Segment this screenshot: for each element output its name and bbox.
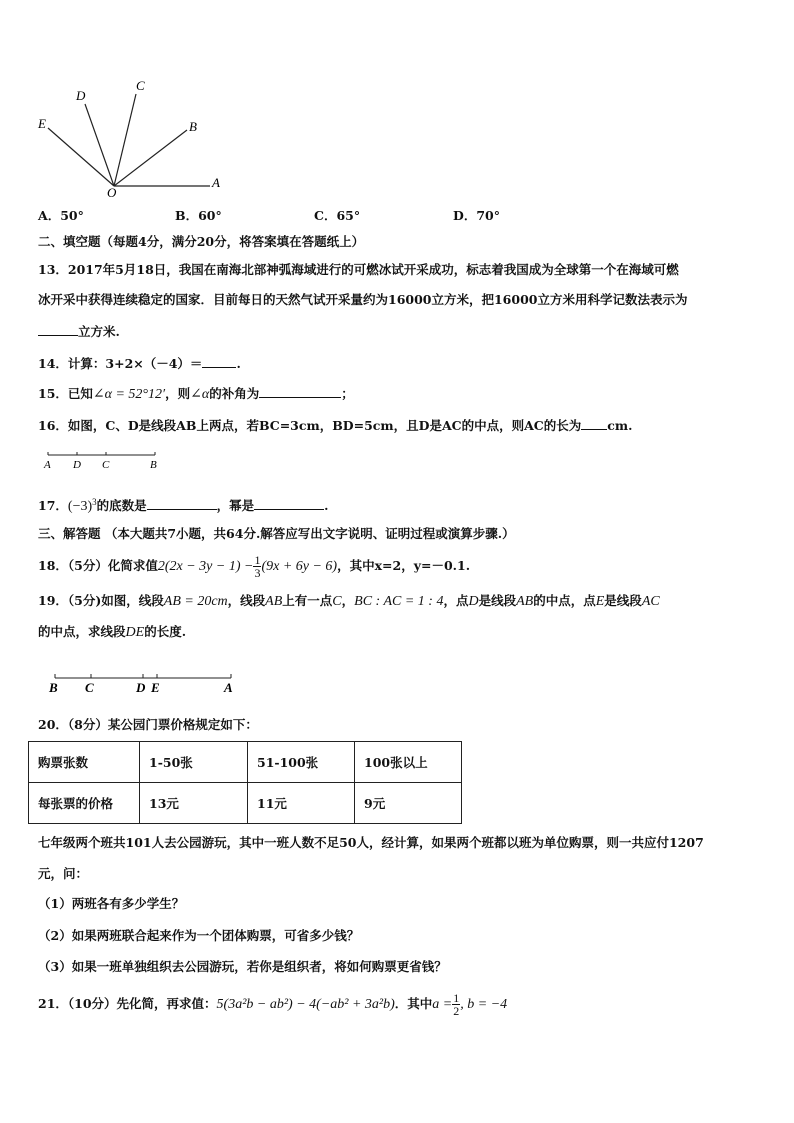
q13-line2: 冰开采中获得连续稳定的国家．目前每日的天然气试开采量约为16000立方米，把16000立方米用科学记数法表示为 [38, 292, 688, 307]
answer-blank [147, 497, 217, 510]
table-cell: 每张票的价格 [29, 783, 140, 824]
q17-text2: ，幂是 [216, 498, 255, 514]
q15-suffix: 的补角为 [209, 386, 260, 401]
answer-blank [202, 355, 236, 368]
q15-angle: ∠α = 52°12′ [92, 387, 166, 402]
q15-end: ； [341, 386, 354, 401]
q19-text: 是线段 [604, 593, 642, 608]
choice-a: A．50° [38, 208, 84, 223]
label-D: D [136, 680, 146, 695]
q21 [38, 992, 507, 1017]
q21-expr: 5(3a²b − ab²) − 4(−ab² + 3a²b) [216, 997, 395, 1012]
q19-text: ， [341, 593, 355, 608]
label-A: A [212, 175, 220, 190]
q14-end: . [236, 356, 241, 371]
q19-math: AB [265, 594, 283, 609]
q19-line1 [38, 593, 660, 610]
choice-c: C．65° [314, 208, 361, 223]
section-fill-in-heading: 二、填空题（每题4分，满分20分，将答案填在答题纸上） [38, 234, 365, 249]
frac-denominator: 2 [453, 1004, 460, 1018]
q15-mid: ，则 [165, 386, 191, 401]
q20-body-line2: 元，问： [38, 866, 89, 881]
table-cell: 9元 [355, 783, 462, 824]
q20-title: 20．（8分）某公园门票价格规定如下： [38, 717, 258, 732]
q13-line3 [38, 323, 120, 340]
q17-end: . [324, 498, 329, 514]
q19-text: 是线段 [478, 593, 517, 608]
q19-text: 的中点，点 [533, 593, 596, 608]
q17-exponent: 3 [92, 497, 97, 507]
q19-math: AC [641, 594, 660, 609]
label-O: O [107, 185, 117, 198]
q19-text: 的中点，求线段 [38, 624, 126, 639]
q21-mid: ．其中 [394, 996, 433, 1011]
label-E: E [38, 116, 46, 131]
q19-text: 上有一点 [282, 593, 333, 608]
q19-text: ，线段 [227, 593, 266, 608]
q20-body-line1: 七年级两个班共101人去公园游玩，其中一班人数不足50人，经计算，如果两个班都以班为单位购票，则一共应付1207 [38, 835, 704, 850]
label-C: C [102, 459, 110, 471]
q20-sub1: （1）两班各有多少学生？ [38, 896, 185, 911]
q18 [38, 554, 470, 579]
q17-text1: 的底数是 [96, 498, 147, 514]
frac-numerator: 1 [254, 553, 261, 567]
q21-a-eq: a = [432, 997, 453, 1012]
label-B: B [49, 680, 58, 695]
q20-sub3: （3）如果一班单独组织去公园游玩，若你是组织者，将如何购票更省钱？ [38, 959, 447, 974]
q19-text: ，点 [443, 593, 469, 608]
q14 [38, 355, 241, 372]
q19-line2 [38, 624, 186, 641]
choice-b: B．60° [175, 208, 222, 223]
q18-expr2: (9x + 6y − 6) [261, 559, 338, 574]
table-cell: 100张以上 [355, 742, 462, 783]
q17: 17．$(-3)^3$的底数是 ，幂是 . [38, 497, 329, 515]
q21-b-eq: , b = −4 [460, 997, 508, 1012]
q19-math: BC : AC = 1 : 4 [354, 594, 444, 609]
frac-denominator: 3 [254, 566, 261, 580]
label-C: C [136, 78, 145, 93]
q13-line1: 13．2017年5月18日，我国在南海北部神弧海域进行的可燃冰试开采成功，标志着我国成为全球第一个在海域可燃 [38, 262, 679, 277]
q20-sub2: （2）如果两班联合起来作为一个团体购票，可省多少钱？ [38, 928, 360, 943]
label-A: A [44, 459, 51, 471]
label-B: B [150, 459, 157, 471]
label-B: B [189, 119, 197, 134]
section-answer-heading: 三、解答题 （本大题共7小题，共64分.解答应写出文字说明、证明过程或演算步骤.） [38, 526, 515, 541]
angle-figure [30, 76, 230, 198]
table-cell: 11元 [248, 783, 355, 824]
q15 [38, 385, 354, 403]
label-D: D [73, 459, 81, 471]
q19-math: AB = 20cm [163, 594, 228, 609]
q18-condition: ，其中x=2，y=－0.1. [337, 558, 471, 573]
q19-math: DE [125, 625, 145, 640]
q21-text: 21．（10分）先化简，再求值： [38, 996, 217, 1011]
q13-unit: 立方米. [78, 324, 120, 339]
label-E: E [151, 680, 160, 695]
q19-math: C [332, 594, 342, 609]
q18-text: 18．（5分）化简求值 [38, 558, 158, 573]
q16-segment-figure [40, 448, 170, 472]
table-cell: 1-50张 [140, 742, 248, 783]
q15-text: 15．已知 [38, 386, 93, 401]
answer-blank [259, 385, 341, 398]
q16 [38, 417, 632, 434]
choice-d: D．70° [453, 208, 500, 223]
q18-expr1: 2(2x − 3y − 1) − [157, 559, 254, 574]
q19-math: AB [516, 594, 534, 609]
label-A: A [224, 680, 233, 695]
q19-math: D [468, 594, 479, 609]
q19-text: 19．（5分)如图，线段 [38, 593, 164, 608]
answer-blank [254, 497, 324, 510]
q19-math: E [595, 594, 605, 609]
table-row [29, 783, 462, 824]
table-cell: 51-100张 [248, 742, 355, 783]
table-cell: 13元 [140, 783, 248, 824]
table-row [29, 742, 462, 783]
q16-unit: cm. [607, 418, 633, 433]
frac-numerator: 1 [453, 991, 460, 1005]
q15-angle2: ∠α [190, 387, 210, 402]
answer-blank [581, 417, 607, 430]
q19-text: 的长度. [144, 624, 187, 639]
q19-segment-figure [44, 670, 244, 696]
answer-blank [38, 323, 78, 336]
table-cell: 购票张数 [29, 742, 140, 783]
ticket-price-table [28, 741, 462, 824]
q14-text: 14．计算：3+2×（－4）＝ [38, 356, 203, 371]
q17-power-base: (−3) [67, 499, 93, 515]
q16-text: 16．如图，C、D是线段AB上两点，若BC=3cm，BD=5cm，且D是AC的中点，则AC的长为 [38, 418, 582, 433]
label-D: D [76, 88, 86, 103]
label-C: C [85, 680, 94, 695]
